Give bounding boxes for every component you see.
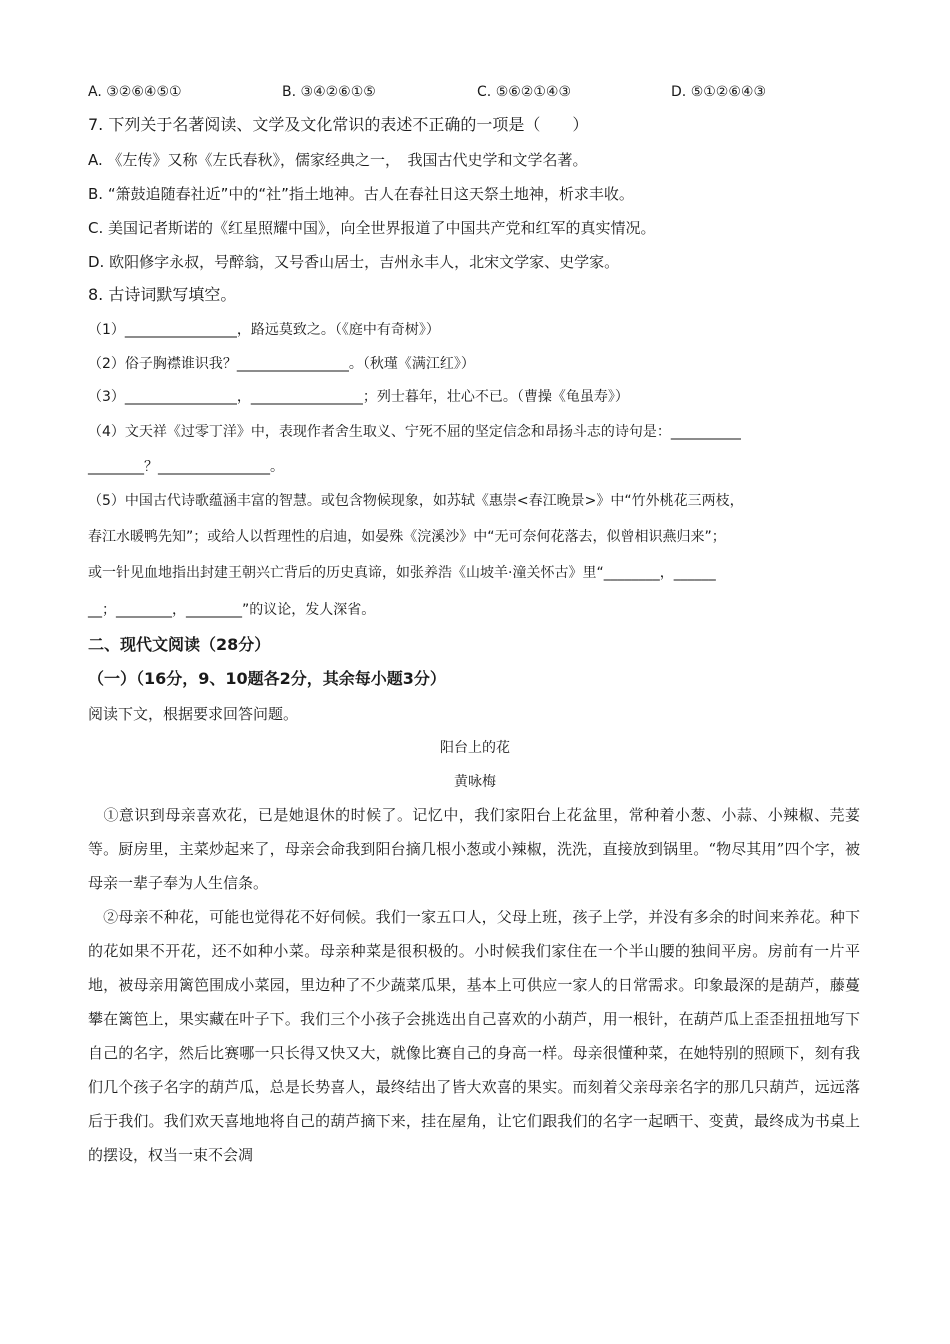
q8-item-2: （2）俗子胸襟谁识我？________________。（秋瑾《满江红》）	[88, 356, 475, 372]
section2-title: 二、现代文阅读（28分）	[88, 635, 271, 654]
section2-instruction: 阅读下文，根据要求回答问题。	[88, 705, 299, 723]
q8-item-3: （3）________________，________________；列士暮年，壮心不已。（曹操《龟虽寿》）	[88, 389, 629, 405]
q8-item-1: （1）________________，路远莫致之。（《庭中有奇树》）	[88, 322, 440, 338]
article-author: 黄咏梅	[454, 774, 496, 790]
q8-item-5-l2: 春江水暖鸭先知”；或给人以哲理性的启迪，如晏殊《浣溪沙》中“无可奈何花落去，似曾相识燕归来”；	[88, 529, 726, 545]
section2-subtitle: （一）（16分，9、10题各2分，其余每小题3分）	[88, 669, 446, 688]
q7-option-b: B. “箫鼓追随春社近”中的“社”指土地神。古人在春社日这天祭土地神，析求丰收。	[88, 185, 634, 203]
q8-item-5-l4: __；________，________”的议论，发人深省。	[88, 602, 376, 618]
q8-item-5-l3: 或一针见血地指出封建王朝兴亡背后的历史真谛，如张养浩《山坡羊·潼关怀古》里“________，______	[88, 565, 716, 581]
article-title: 阳台上的花	[440, 740, 510, 756]
q7-option-d: D. 欧阳修字永叔，号醉翁，又号香山居士，吉州永丰人，北宋文学家、史学家。	[88, 253, 620, 271]
article-paragraph-2: ②母亲不种花，可能也觉得花不好伺候。我们一家五口人，父母上班，孩子上学，并没有多余的时间来养花。种下的花如果不开花，还不如种小菜。母亲种菜是很积极的。小时候我们家住在一个半山腰的独间平房。房前有一片平地，被母亲用篱笆围成小菜园，里边种了不少蔬菜瓜果，基本上可供应一家人的日常需求。印象最深的是葫芦，藤蔓攀在篱笆上，果实藏在叶子下。我们三个小孩子会挑选出自己喜欢的小葫芦，用一根针，在葫芦瓜上歪歪扭扭地写下自己的名字，然后比赛哪一只长得又快又大，就像比赛自己的身高一样。母亲很懂种菜，在她特别的照顾下，刻有我们几个孩子名字的葫芦瓜，总是长势喜人，最终结出了皆大欢喜的果实。而刻着父亲母亲名字的那几只葫芦，远远落后于我们。我们欢天喜地地将自己的葫芦摘下来，挂在屋角，让它们跟我们的名字一起晒干、变黄，最终成为书桌上的摆设，权当一束不会凋	[88, 908, 860, 1164]
q8-item-5: （5）中国古代诗歌蕴涵丰富的智慧。或包含物候现象，如苏轼《惠崇<春江晚景>》中“竹外桃花三两枝，	[88, 493, 744, 509]
q7-option-a: A. 《左传》又称《左氏春秋》，儒家经典之一， 我国古代史学和文学名著。	[88, 151, 588, 169]
article-paragraph-1: ①意识到母亲喜欢花，已是她退休的时候了。记忆中，我们家阳台上花盆里，常种着小葱、小蒜、小辣椒、芫荽等。厨房里，主菜炒起来了，母亲会命我到阳台摘几根小葱或小辣椒，洗洗，直接放到锅里。“物尽其用”四个字，被母亲一辈子奉为人生信条。	[88, 806, 860, 892]
q7-stem: 7. 下列关于名著阅读、文学及文化常识的表述不正确的一项是（ ）	[88, 115, 589, 134]
q6-option-d: D. ⑤①②⑥④③	[671, 84, 766, 100]
q6-option-b: B. ③④②⑥①⑤	[282, 84, 376, 100]
q6-option-c: C. ⑤⑥②①④③	[477, 84, 571, 100]
q7-option-c: C. 美国记者斯诺的《红星照耀中国》，向全世界报道了中国共产党和红军的真实情况。	[88, 219, 656, 237]
q6-option-a: A. ③②⑥④⑤①	[88, 84, 182, 100]
q8-item-4: （4）文天祥《过零丁洋》中，表现作者舍生取义、宁死不屈的坚定信念和昂扬斗志的诗句是：__________	[88, 424, 741, 440]
q8-item-4-cont: ________？________________。	[88, 459, 284, 475]
q8-stem: 8. 古诗词默写填空。	[88, 285, 237, 304]
